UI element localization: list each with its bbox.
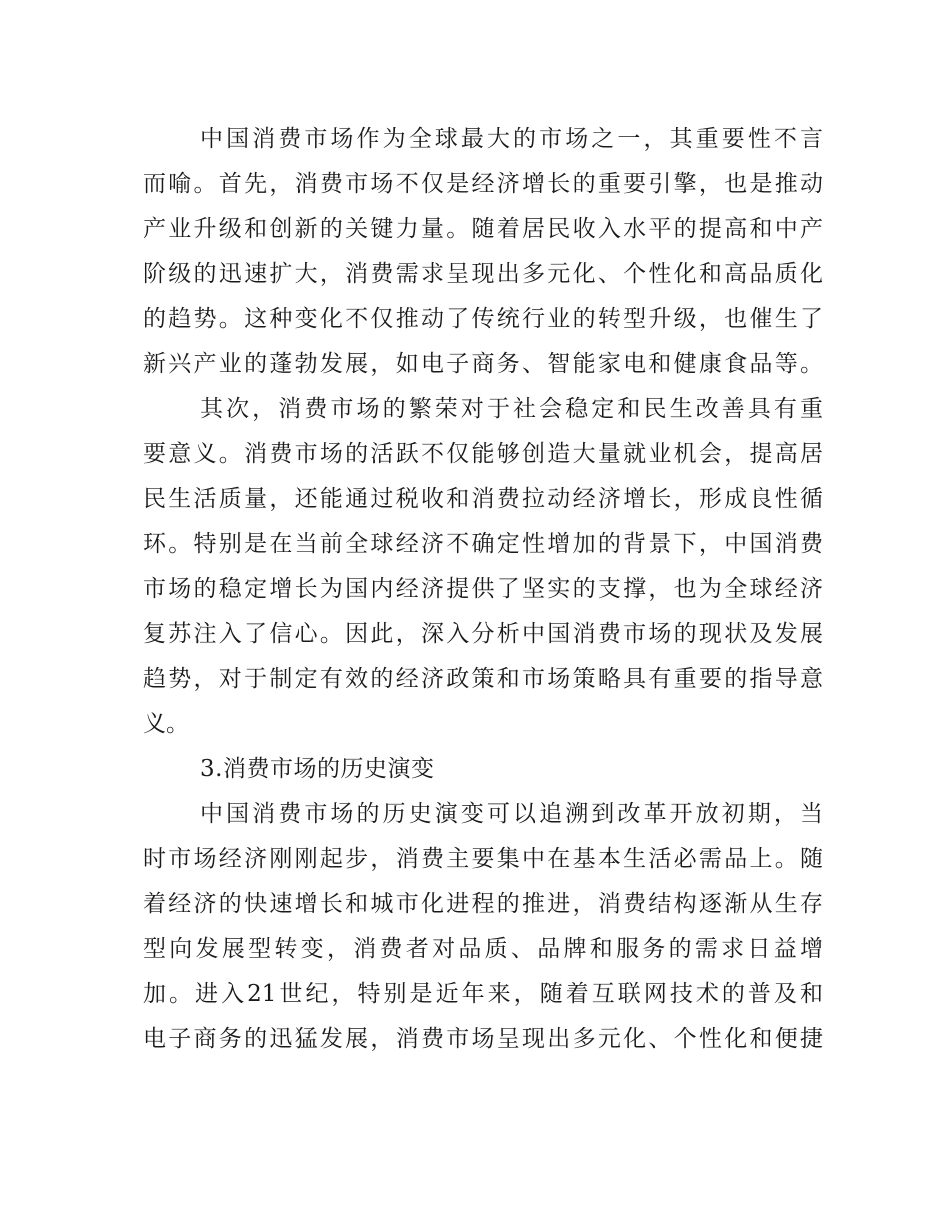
paragraph-1-line-4: 阶级的迅速扩大，消费需求呈现出多元化、个性化和高品质化 (143, 261, 823, 287)
paragraph-2-line-5: 市场的稳定增长为国内经济提供了坚实的支撑，也为全球经济 (143, 576, 823, 602)
paragraph-1-line-3: 产业升级和创新的关键力量。随着居民收入水平的提高和中产 (143, 216, 823, 242)
paragraph-1-line-2: 而喻。首先，消费市场不仅是经济增长的重要引擎，也是推动 (143, 171, 823, 197)
paragraph-3-line-2: 时市场经济刚刚起步，消费主要集中在基本生活必需品上。随 (143, 846, 823, 872)
paragraph-3-line-6: 电子商务的迅猛发展，消费市场呈现出多元化、个性化和便捷 (143, 1026, 823, 1052)
paragraph-3-line-4: 型向发展型转变，消费者对品质、品牌和服务的需求日益增 (143, 936, 823, 962)
section-heading: 3.消费市场的历史演变 (200, 756, 435, 782)
paragraph-1-line-6: 新兴产业的蓬勃发展，如电子商务、智能家电和健康食品等。 (143, 351, 823, 377)
paragraph-2-line-6: 复苏注入了信心。因此，深入分析中国消费市场的现状及发展 (143, 621, 823, 647)
paragraph-2-line-3: 民生活质量，还能通过税收和消费拉动经济增长，形成良性循 (143, 486, 823, 512)
paragraph-1-line-5: 的趋势。这种变化不仅推动了传统行业的转型升级，也催生了 (143, 306, 823, 332)
paragraph-2-line-2: 要意义。消费市场的活跃不仅能够创造大量就业机会，提高居 (143, 441, 823, 467)
paragraph-2-line-4: 环。特别是在当前全球经济不确定性增加的背景下，中国消费 (143, 531, 823, 557)
paragraph-2-line-7: 趋势，对于制定有效的经济政策和市场策略具有重要的指导意 (143, 666, 823, 692)
paragraph-3-line-1: 中国消费市场的历史演变可以追溯到改革开放初期，当 (200, 801, 823, 827)
paragraph-2-line-8: 义。 (143, 711, 189, 737)
paragraph-3-line-3: 着经济的快速增长和城市化进程的推进，消费结构逐渐从生存 (143, 891, 823, 917)
paragraph-1-line-1: 中国消费市场作为全球最大的市场之一，其重要性不言 (200, 126, 823, 152)
paragraph-3-line-5: 加。进入21世纪，特别是近年来，随着互联网技术的普及和 (143, 981, 823, 1007)
paragraph-2-line-1: 其次，消费市场的繁荣对于社会稳定和民生改善具有重 (200, 396, 823, 422)
